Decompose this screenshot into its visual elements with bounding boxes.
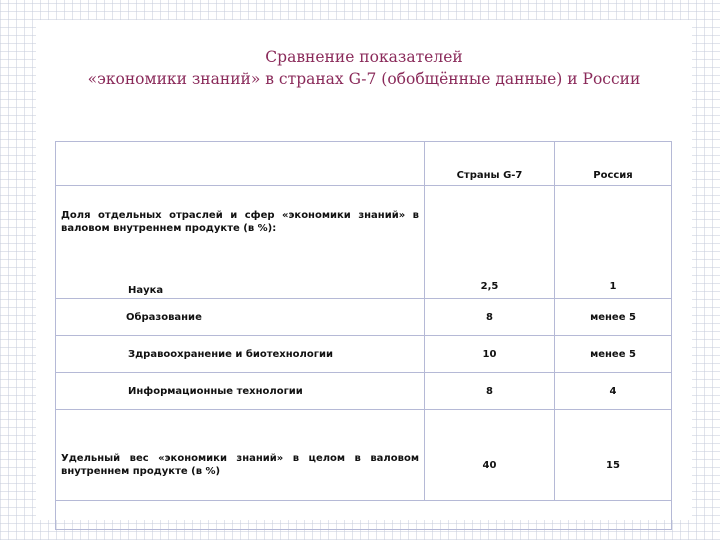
row-label-education: Образование [56, 299, 425, 336]
row-label-it: Информационные технологии [56, 373, 425, 410]
row-label-health: Здравоохранение и биотехнологии [56, 336, 425, 373]
value-russia-science: 1 [555, 186, 672, 299]
value-russia-health: менее 5 [555, 336, 672, 373]
header-russia: Россия [555, 142, 672, 186]
header-empty-cell [56, 142, 425, 186]
title-line-2: «экономики знаний» в странах G-7 (обобщённые данные) и России [87, 70, 641, 88]
value-g7-education: 8 [425, 299, 555, 336]
table-row-total [56, 410, 672, 501]
table-row [56, 336, 672, 373]
table-row [56, 299, 672, 336]
total-label: Удельный вес «экономики знаний» в целом в валовом внутреннем продукте (в %) [61, 453, 419, 477]
title-line-1: Сравнение показателей [265, 48, 463, 66]
slide-title [36, 46, 692, 90]
table-row [56, 373, 672, 410]
value-g7-total: 40 [425, 410, 555, 501]
empty-cell [56, 501, 672, 530]
table-header-row [56, 142, 672, 186]
value-g7-science: 2,5 [425, 186, 555, 299]
row-label-science: Наука [128, 285, 164, 296]
value-russia-education: менее 5 [555, 299, 672, 336]
comparison-table [55, 141, 672, 530]
value-russia-it: 4 [555, 373, 672, 410]
table-row [56, 186, 672, 299]
section-label: Доля отдельных отраслей и сфер «экономики знаний» в валовом внутреннем продукте (в %): [61, 210, 419, 234]
section-label-cell [56, 186, 425, 299]
total-label-cell [56, 410, 425, 501]
value-g7-it: 8 [425, 373, 555, 410]
value-g7-health: 10 [425, 336, 555, 373]
table-row-empty [56, 501, 672, 530]
header-g7: Страны G-7 [425, 142, 555, 186]
value-russia-total: 15 [555, 410, 672, 501]
